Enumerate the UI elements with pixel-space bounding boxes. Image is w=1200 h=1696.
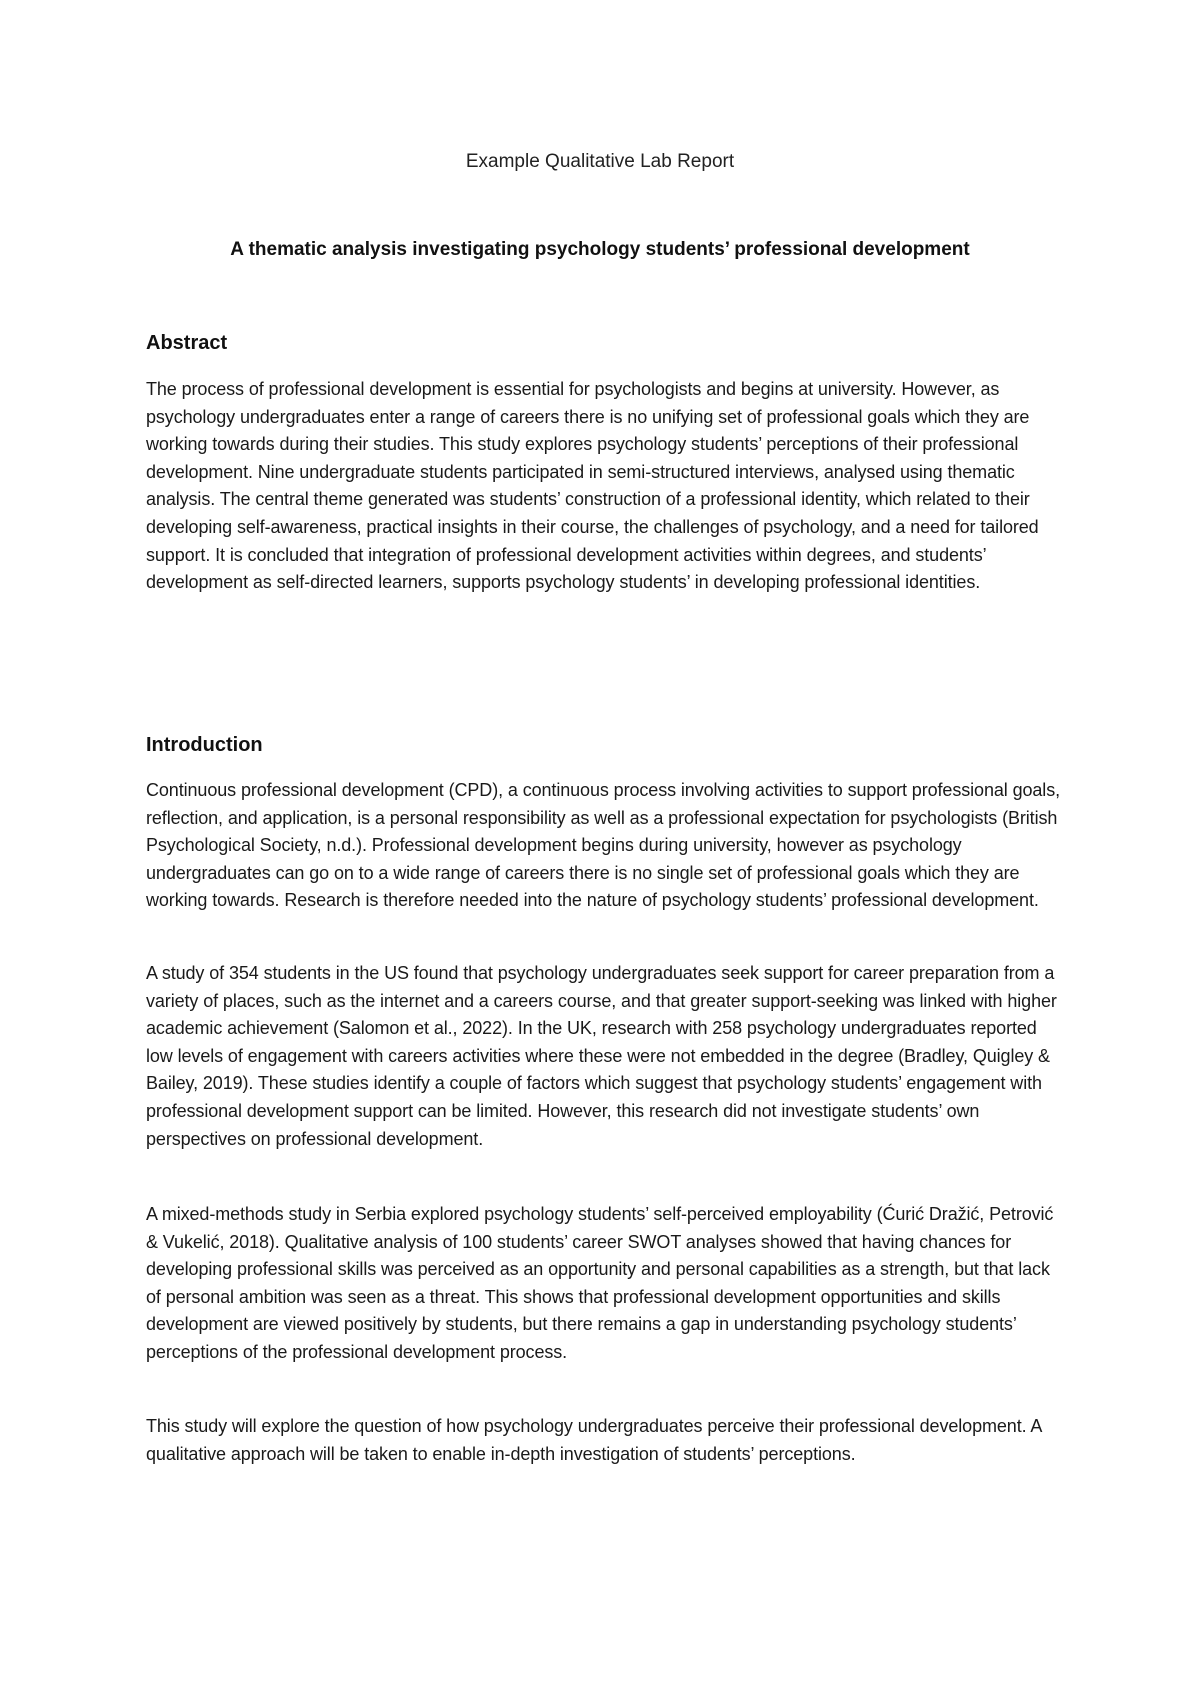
introduction-paragraph-4: This study will explore the question of how psychology undergraduates perceive their professional development. A qualitative approach will be taken to enable in-depth investigation of students’ perceptions. — [146, 1416, 1042, 1464]
introduction-paragraph-1: Continuous professional development (CPD), a continuous process involving activities to support professional goals, reflection, and application, is a personal responsibility as well as a professional expectation for psychologists (British Psychological Society, n.d.). Professional development begins during university, however as psychology undergraduates can go on to a wide range of careers there is no single set of professional goals which they are working towards. Research is therefore needed into the nature of psychology students’ professional development. — [146, 780, 1060, 911]
introduction-paragraph-3: A mixed-methods study in Serbia explored psychology students’ self-perceived employability (Ćurić Dražić, Petrović & Vukelić, 2018). Qualitative analysis of 100 students’ career SWOT analyses showed that having chances for developing professional skills was perceived as an opportunity and personal capabilities as a strength, but that lack of personal ambition was seen as a threat. This shows that professional development opportunities and skills development are viewed positively by students, but there remains a gap in understanding psychology students’ perceptions of the professional development process. — [146, 1204, 1054, 1362]
document-title: A thematic analysis investigating psychology students’ professional development — [230, 239, 970, 260]
introduction-paragraph-2: A study of 354 students in the US found that psychology undergraduates seek support for career preparation from a variety of places, such as the internet and a careers course, and that greater support-seeking was linked with higher academic achievement (Salomon et al., 2022). In the UK, research with 258 psychology undergraduates reported low levels of engagement with careers activities where these were not embedded in the degree (Bradley, Quigley & Bailey, 2019). These studies identify a couple of factors which suggest that psychology students’ engagement with professional development support can be limited. However, this research did not investigate students’ own perspectives on professional development. — [146, 963, 1057, 1149]
document-kicker: Example Qualitative Lab Report — [465, 151, 735, 172]
abstract-heading: Abstract — [146, 332, 228, 354]
abstract-paragraph: The process of professional development is essential for psychologists and begins at university. However, as psychology undergraduates enter a range of careers there is no unifying set of professional goals which they are working towards during their studies. This study explores psychology students’ perceptions of their professional development. Nine undergraduate students participated in semi-structured interviews, analysed using thematic analysis. The central theme generated was students’ construction of a professional identity, which related to their developing self-awareness, practical insights in their course, the challenges of psychology, and a need for tailored support. It is concluded that integration of professional development activities within degrees, and students’ development as self-directed learners, supports psychology students’ in developing professional identities. — [146, 379, 1039, 593]
introduction-heading: Introduction — [146, 734, 263, 756]
